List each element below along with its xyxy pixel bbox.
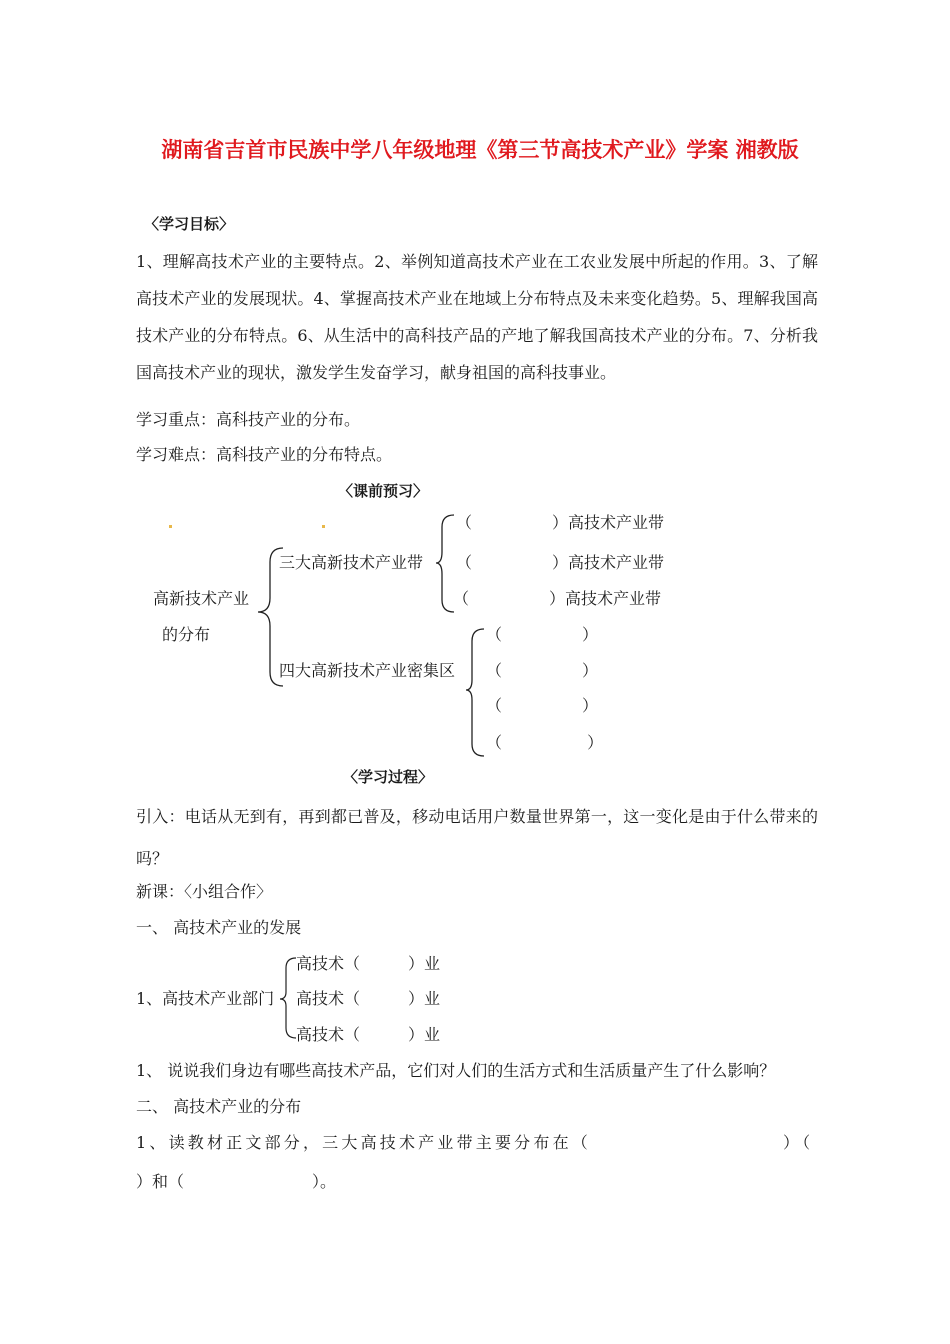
process-heading: 〈学习过程〉 <box>343 768 434 786</box>
question-two-line-1: 1、读教材正文部分，三大高技术产业带主要分布在（ ）（ <box>136 1133 814 1152</box>
dept-brace <box>280 958 296 1038</box>
dept-label: 1、高技术产业部门 <box>136 989 275 1008</box>
zones-label: 四大高新技术产业密集区 <box>279 661 456 680</box>
section-two-heading: 二、 高技术产业的分布 <box>136 1097 302 1116</box>
preview-heading: 〈课前预习〉 <box>338 482 429 500</box>
difficult-point: 学习难点：高科技产业的分布特点。 <box>136 445 393 464</box>
belts-brace <box>436 515 454 612</box>
dept-item: 高技术（ ）业 <box>296 954 441 973</box>
belts-label: 三大高新技术产业带 <box>279 553 424 572</box>
zone-item: （ ） <box>486 733 604 752</box>
dept-item: 高技术（ ）业 <box>296 989 441 1008</box>
zone-item: （ ） <box>486 696 599 715</box>
section-one-heading: 一、 高技术产业的发展 <box>136 918 302 937</box>
question-two-line-2: ）和（ ）。 <box>136 1172 337 1191</box>
question-one: 1、 说说我们身边有哪些高技术产品，它们对人们的生活方式和生活质量产生了什么影响？ <box>136 1061 776 1080</box>
zone-item: （ ） <box>486 625 599 644</box>
zones-brace <box>466 629 484 756</box>
key-point: 学习重点：高科技产业的分布。 <box>136 410 361 429</box>
zone-item: （ ） <box>486 661 599 680</box>
belt-item: （ ）高技术产业带 <box>456 513 665 532</box>
belt-item: （ ）高技术产业带 <box>453 589 662 608</box>
belt-item: （ ）高技术产业带 <box>456 553 665 572</box>
dept-item: 高技术（ ）业 <box>296 1025 441 1044</box>
new-lesson-label: 新课：〈小组合作〉 <box>136 882 273 901</box>
page-title: 湖南省吉首市民族中学八年级地理《第三节高技术产业》学案 湘教版 <box>161 138 799 162</box>
intro-text: 引入：电话从无到有，再到都已普及，移动电话用户数量世界第一，这一变化是由于什么带来的吗？ <box>136 807 818 868</box>
learning-goals-text: 1、理解高技术产业的主要特点。2、举例知道高技术产业在工农业发展中所起的作用。3、了解高技术产业的发展现状。4、掌握高技术产业在地域上分布特点及未来变化趋势。5、理解我国高技术产业的分布特点。6、从生活中的高科技产品的产地了解我国高技术产业的分布。7、分析我国高技术产业的现状，激发学生发奋学习，献身祖国的高科技事业。 <box>136 252 818 382</box>
learning-goals-heading: 〈学习目标〉 <box>144 215 235 233</box>
tree-root-label-1: 高新技术产业 <box>153 589 250 608</box>
tree-root-label-2: 的分布 <box>162 625 211 644</box>
